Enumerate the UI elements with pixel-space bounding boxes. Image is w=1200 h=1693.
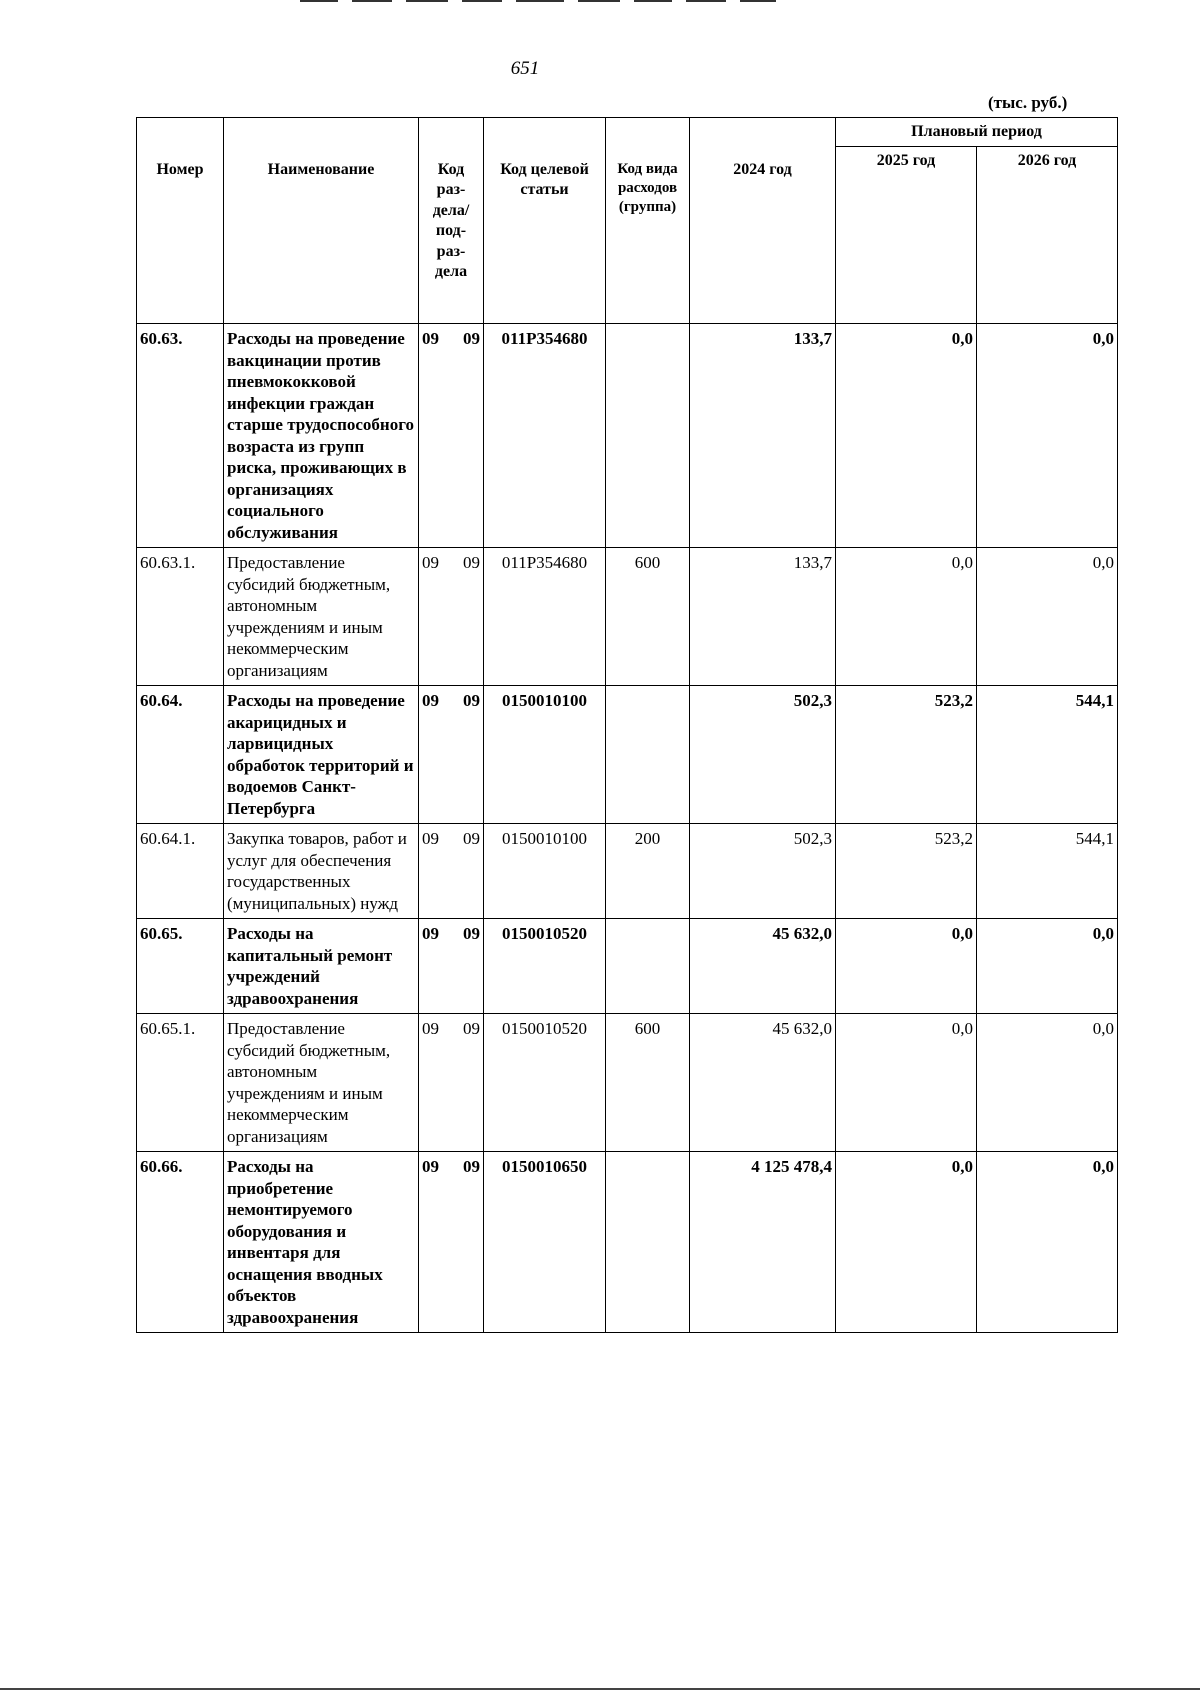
row-number: 60.64. bbox=[137, 686, 224, 824]
row-value-2026: 0,0 bbox=[977, 1152, 1118, 1333]
row-target-code: 011P354680 bbox=[484, 324, 606, 548]
table-row bbox=[137, 1152, 1118, 1333]
row-target-code: 0150010520 bbox=[484, 919, 606, 1014]
row-value-2025: 0,0 bbox=[836, 1152, 977, 1333]
subsection-code: 09 bbox=[463, 553, 480, 573]
section-code: 09 bbox=[422, 829, 439, 849]
row-value-2025: 523,2 bbox=[836, 824, 977, 919]
row-target-code: 0150010100 bbox=[484, 824, 606, 919]
row-section-code bbox=[419, 324, 484, 548]
section-code: 09 bbox=[422, 1019, 439, 1039]
header-expense-type: Код вида расходов (группа) bbox=[606, 118, 690, 324]
row-section-code bbox=[419, 824, 484, 919]
header-number: Номер bbox=[137, 118, 224, 324]
row-section-code bbox=[419, 1014, 484, 1152]
row-expense-type bbox=[606, 1152, 690, 1333]
section-code: 09 bbox=[422, 553, 439, 573]
table-row bbox=[137, 824, 1118, 919]
row-number: 60.65. bbox=[137, 919, 224, 1014]
header-2024: 2024 год bbox=[690, 118, 836, 324]
header-planned-period: Плановый период bbox=[836, 118, 1118, 147]
section-code: 09 bbox=[422, 691, 439, 711]
row-target-code: 0150010100 bbox=[484, 686, 606, 824]
row-value-2026: 0,0 bbox=[977, 548, 1118, 686]
subsection-code: 09 bbox=[463, 1019, 480, 1039]
row-section-code bbox=[419, 548, 484, 686]
subsection-code: 09 bbox=[463, 829, 480, 849]
row-name: Предоставление субсидий бюджетным, автономным учреждениям и иным некоммерческим организациям bbox=[224, 1014, 419, 1152]
subsection-code: 09 bbox=[463, 691, 480, 711]
units-label: (тыс. руб.) bbox=[988, 93, 1068, 112]
row-value-2026: 544,1 bbox=[977, 686, 1118, 824]
row-name: Расходы на приобретение немонтируемого оборудования и инвентаря для оснащения вводных объектов здравоохранения bbox=[224, 1152, 419, 1333]
row-value-2024: 502,3 bbox=[690, 686, 836, 824]
row-value-2026: 0,0 bbox=[977, 1014, 1118, 1152]
table-row bbox=[137, 1014, 1118, 1152]
table-row bbox=[137, 686, 1118, 824]
table-body bbox=[137, 324, 1118, 1333]
header-section: Код раз-дела/ под-раз-дела bbox=[419, 118, 484, 324]
row-target-code: 0150010520 bbox=[484, 1014, 606, 1152]
row-value-2025: 523,2 bbox=[836, 686, 977, 824]
header-name: Наименование bbox=[224, 118, 419, 324]
row-section-code bbox=[419, 1152, 484, 1333]
table-row bbox=[137, 548, 1118, 686]
row-expense-type: 600 bbox=[606, 1014, 690, 1152]
subsection-code: 09 bbox=[463, 329, 480, 349]
row-value-2024: 133,7 bbox=[690, 324, 836, 548]
row-number: 60.63.1. bbox=[137, 548, 224, 686]
section-code: 09 bbox=[422, 329, 439, 349]
row-value-2024: 45 632,0 bbox=[690, 1014, 836, 1152]
row-value-2024: 502,3 bbox=[690, 824, 836, 919]
budget-table bbox=[136, 117, 1118, 1333]
row-target-code: 011P354680 bbox=[484, 548, 606, 686]
header-2026: 2026 год bbox=[977, 147, 1118, 324]
table-row bbox=[137, 324, 1118, 548]
row-value-2025: 0,0 bbox=[836, 1014, 977, 1152]
top-scan-marks bbox=[240, 0, 940, 3]
row-name: Расходы на проведение акарицидных и ларвицидных обработок территорий и водоемов Санкт-Петербурга bbox=[224, 686, 419, 824]
header-2025: 2025 год bbox=[836, 147, 977, 324]
row-target-code: 0150010650 bbox=[484, 1152, 606, 1333]
row-value-2025: 0,0 bbox=[836, 919, 977, 1014]
row-value-2026: 544,1 bbox=[977, 824, 1118, 919]
row-name: Предоставление субсидий бюджетным, автономным учреждениям и иным некоммерческим организациям bbox=[224, 548, 419, 686]
row-expense-type bbox=[606, 686, 690, 824]
row-name: Закупка товаров, работ и услуг для обеспечения государственных (муниципальных) нужд bbox=[224, 824, 419, 919]
row-expense-type: 200 bbox=[606, 824, 690, 919]
row-number: 60.63. bbox=[137, 324, 224, 548]
page-number: 651 bbox=[510, 58, 540, 79]
subsection-code: 09 bbox=[463, 924, 480, 944]
row-number: 60.65.1. bbox=[137, 1014, 224, 1152]
row-value-2025: 0,0 bbox=[836, 324, 977, 548]
row-name: Расходы на проведение вакцинации против пневмококковой инфекции граждан старше трудоспособного возраста из групп риска, проживающих в организациях социального обслуживания bbox=[224, 324, 419, 548]
row-value-2024: 4 125 478,4 bbox=[690, 1152, 836, 1333]
row-name: Расходы на капитальный ремонт учреждений здравоохранения bbox=[224, 919, 419, 1014]
row-value-2026: 0,0 bbox=[977, 919, 1118, 1014]
row-expense-type bbox=[606, 919, 690, 1014]
bottom-scan-edge bbox=[0, 1688, 1200, 1690]
row-expense-type bbox=[606, 324, 690, 548]
header-target: Код целевой статьи bbox=[484, 118, 606, 324]
table-row bbox=[137, 919, 1118, 1014]
section-code: 09 bbox=[422, 1157, 439, 1177]
row-number: 60.64.1. bbox=[137, 824, 224, 919]
row-expense-type: 600 bbox=[606, 548, 690, 686]
row-value-2025: 0,0 bbox=[836, 548, 977, 686]
row-value-2024: 133,7 bbox=[690, 548, 836, 686]
header-row bbox=[137, 118, 1118, 147]
section-code: 09 bbox=[422, 924, 439, 944]
row-value-2026: 0,0 bbox=[977, 324, 1118, 548]
row-section-code bbox=[419, 686, 484, 824]
row-section-code bbox=[419, 919, 484, 1014]
row-value-2024: 45 632,0 bbox=[690, 919, 836, 1014]
row-number: 60.66. bbox=[137, 1152, 224, 1333]
subsection-code: 09 bbox=[463, 1157, 480, 1177]
